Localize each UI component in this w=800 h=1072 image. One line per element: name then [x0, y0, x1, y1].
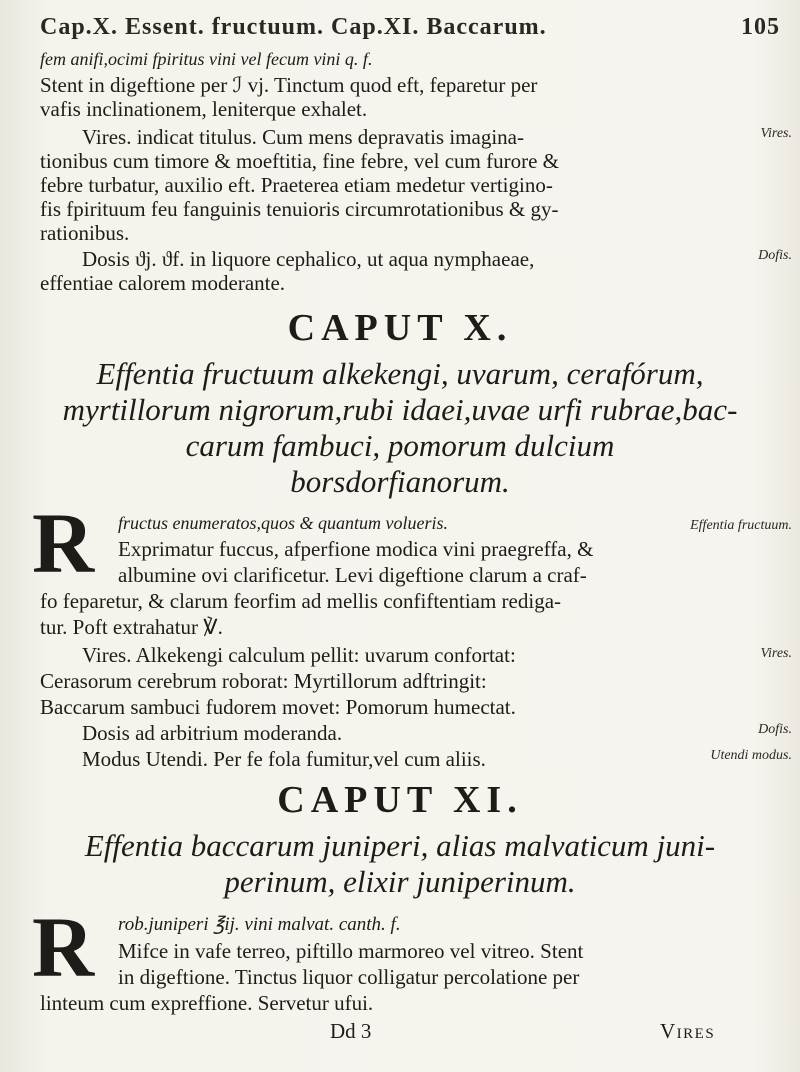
margin-note-vires-1: Vires. — [760, 126, 792, 141]
recipe-x-line-9: Dosis ad arbitrium moderanda. — [82, 721, 343, 745]
text-line-8: rationibus. — [40, 221, 130, 245]
drop-cap-recipe-x: R — [32, 495, 95, 591]
recipe-x-line-7: Cerasorum cerebrum roborat: Myrtillorum adftringit: — [40, 669, 487, 693]
text-line-10: effentiae calorem moderante. — [40, 271, 286, 295]
chapter-heading-xi: CAPUT XI. — [277, 779, 523, 821]
recipe-xi-line-2: Mifce in vafe terreo, piftillo marmoreo vel vitreo. Stent — [118, 939, 584, 963]
text-line-5: tionibus cum timore & moeftitia, fine febre, vel cum furore & — [40, 149, 560, 173]
recipe-x-line-3: albumine ovi clarificetur. Levi digeftione clarum a craf- — [118, 563, 587, 587]
text-line-6: febre turbatur, auxilio eft. Praeterea etiam medetur vertigino- — [40, 173, 553, 197]
recipe-x-line-8: Baccarum sambuci fudorem movet: Pomorum humectat. — [40, 695, 516, 719]
recipe-xi-line-3: in digeftione. Tinctus liquor colligatur percolatione per — [118, 965, 580, 989]
margin-note-essentia: Effentia fructuum. — [690, 518, 792, 533]
text-line-2: Stent in digeftione per ℐ vj. Tinctum quod eft, feparetur per — [40, 73, 538, 97]
recipe-xi-line-4: linteum cum expreffione. Servetur ufui. — [40, 991, 374, 1015]
chapter-title-x-line-2: myrtillorum nigrorum,rubi idaei,uvae urfi rubrae,bac- — [62, 392, 738, 427]
chapter-title-xi-line-1: Effentia baccarum juniperi, alias malvaticum juni- — [84, 828, 716, 863]
margin-note-dosis-2: Dofis. — [758, 722, 792, 737]
chapter-title-x-line-3: carum fambuci, pomorum dulcium — [185, 428, 615, 463]
running-head-text: Cap.X. Essent. fructuum. Cap.XI. Baccarum. — [40, 14, 547, 40]
text-line-4: Vires. indicat titulus. Cum mens depravatis imagina- — [82, 125, 524, 149]
margin-note-vires-2: Vires. — [760, 646, 792, 661]
text-line-3: vafis inclinationem, leniterque exhalet. — [40, 97, 368, 121]
page-number: 105 — [741, 14, 780, 40]
margin-note-dosis-1: Dofis. — [758, 248, 792, 263]
text-line-1: fem anifi,ocimi fpiritus vini vel fecum vini q. f. — [40, 49, 373, 69]
text-line-9: Dosis ϑj. ϑf. in liquore cephalico, ut aqua nymphaeae, — [82, 247, 535, 271]
text-line-7: fis fpirituum feu fanguinis tenuioris circumrotationibus & gy- — [40, 197, 559, 221]
recipe-x-line-10: Modus Utendi. Per fe fola fumitur,vel cum aliis. — [82, 747, 486, 771]
recipe-x-line-1: fructus enumeratos,quos & quantum volueris. — [118, 513, 448, 533]
recipe-x-line-4: fo feparetur, & clarum feorfim ad mellis confiftentiam rediga- — [40, 589, 562, 613]
recipe-xi-line-1: rob.juniperi ℥ij. vini malvat. canth. f. — [118, 914, 401, 935]
signature-mark: Dd 3 — [330, 1019, 372, 1043]
margin-note-utendi: Utendi modus. — [710, 748, 792, 763]
chapter-title-xi-line-2: perinum, elixir juniperinum. — [224, 864, 576, 899]
recipe-x-line-5: tur. Poft extrahatur ℣. — [40, 615, 223, 639]
drop-cap-recipe-xi: R — [32, 899, 95, 995]
chapter-title-x-line-4: borsdorfianorum. — [290, 464, 510, 499]
recipe-x-line-6: Vires. Alkekengi calculum pellit: uvarum confortat: — [82, 643, 516, 667]
running-head — [40, 14, 780, 41]
catchword: Vires — [660, 1019, 716, 1043]
recipe-x-line-2: Exprimatur fuccus, afperfione modica vini praegreffa, & — [118, 537, 594, 561]
chapter-heading-x: CAPUT X. — [287, 307, 513, 349]
chapter-title-x-line-1: Effentia fructuum alkekengi, uvarum, cerafórum, — [96, 356, 704, 391]
